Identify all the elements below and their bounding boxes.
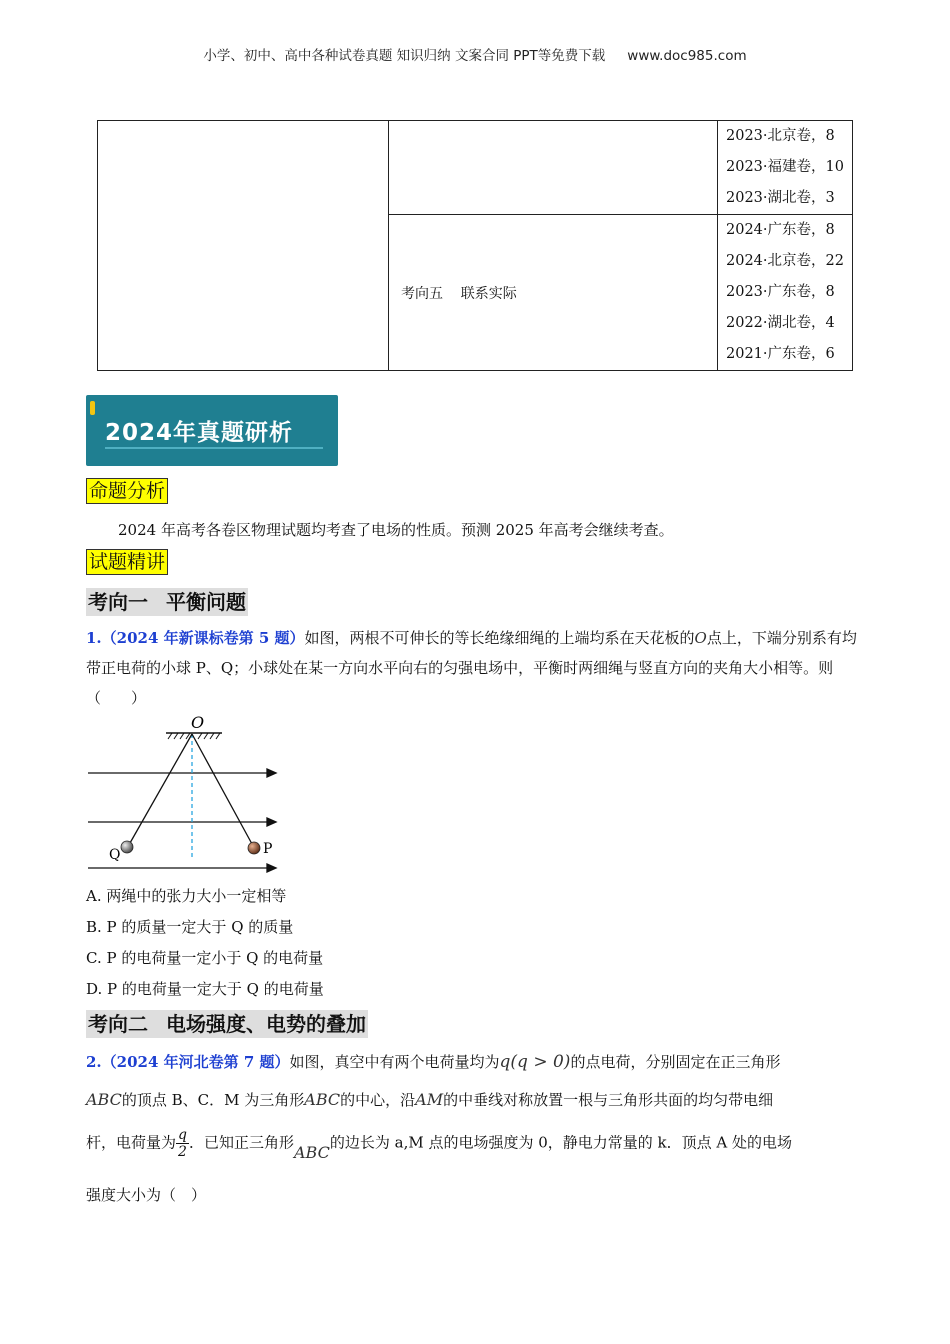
topic1-heading (86, 588, 248, 616)
topic2-title: 电场强度、电势的叠加 (166, 1012, 366, 1036)
table-topic-cell-empty (389, 121, 718, 215)
question-1-text-a: 如图，两根不可伸长的等长绝缘细绳的上端均系在天花板的 (304, 629, 695, 647)
analysis-label: 命题分析 (86, 478, 168, 504)
q2-text-f: 杆，电荷量为 (86, 1133, 177, 1152)
analysis-text: 2024 年高考各卷区物理试题均考查了电场的性质。预测 2025 年高考会继续考查。 (118, 521, 674, 539)
ref-item: 2024·广东卷，8 (726, 222, 835, 238)
option-b: B. P 的质量一定大于 Q 的质量 (86, 918, 294, 936)
ref-item: 2023·湖北卷，3 (726, 190, 835, 206)
q2-math-abc: ABC (86, 1090, 122, 1109)
q2-text-g: ．已知正三角形 (188, 1133, 294, 1152)
topic2-index: 考向二 (88, 1012, 148, 1036)
q2-text-e: 的中垂线对称放置一根与三角形共面的均匀带电细 (443, 1091, 774, 1109)
question-1 (86, 623, 866, 713)
fig-label-p: P (263, 841, 273, 857)
topic1-title: 平衡问题 (166, 590, 246, 614)
question-2-line-3 (86, 1127, 866, 1160)
q2-text-b: 的点电荷，分别固定在正三角形 (570, 1053, 781, 1071)
string-p (192, 734, 252, 844)
ref-item: 2024·北京卷，22 (726, 253, 844, 269)
ball-q (121, 841, 133, 853)
fraction-denominator: 2 (178, 1144, 187, 1160)
topic1-index: 考向一 (88, 590, 148, 614)
point-o-symbol: O (694, 629, 707, 647)
header-url[interactable]: www.doc985.com (627, 48, 747, 64)
page-header (0, 44, 950, 64)
ref-item: 2022·湖北卷，4 (726, 315, 835, 331)
q2-math-q: q(q > 0) (499, 1052, 571, 1072)
q2-math-abc: ABC (304, 1090, 341, 1109)
fraction-numerator: q (178, 1127, 187, 1143)
exam-table (97, 120, 853, 371)
question-2-number: 2.（2024 年河北卷第 7 题） (86, 1053, 290, 1071)
option-d: D. P 的电荷量一定大于 Q 的电荷量 (86, 980, 324, 998)
banner-marker (90, 401, 95, 415)
ref-item: 2021·广东卷，6 (726, 346, 835, 362)
q2-math-abc: ABC (294, 1142, 330, 1162)
option-c: C. P 的电荷量一定小于 Q 的电荷量 (86, 949, 324, 967)
question-2-line-4: 强度大小为（ ） (86, 1186, 207, 1204)
question-2-line-1 (86, 1047, 866, 1077)
section-banner (86, 395, 338, 466)
q2-text-c: 的顶点 B、C．M 为三角形 (121, 1091, 305, 1109)
q2-text-a: 如图，真空中有两个电荷量均为 (289, 1053, 500, 1071)
table-refs-cell (718, 215, 853, 371)
topic2-heading (86, 1010, 368, 1038)
ref-item: 2023·福建卷，10 (726, 159, 844, 175)
q2-text-h: 的边长为 a,M 点的电场强度为 0，静电力常量的 k．顶点 A 处的电场 (329, 1133, 793, 1152)
question-2-line-2 (86, 1085, 866, 1115)
question-1-number: 1.（2024 年新课标卷第 5 题） (86, 629, 305, 647)
ball-p (248, 842, 260, 854)
table-topic-cell: 考向五 联系实际 (389, 215, 718, 371)
table-refs-cell (718, 121, 853, 215)
question-1-text-b: 点上，下端分别系有均带正电荷的小球 P、Q；小球处在某一方向水平向右的匀强电场中，平衡时两细绳与竖直方向的夹角大小相等。则（ ） (86, 629, 857, 707)
table-empty-cell (98, 121, 389, 371)
fig-label-o: O (191, 713, 205, 732)
pendulum-figure (86, 712, 286, 877)
option-a: A. 两绳中的张力大小一定相等 (86, 887, 287, 905)
header-text: 小学、初中、高中各种试卷真题 知识归纳 文案合同 PPT等免费下载 (203, 48, 606, 64)
q2-text-d: 的中心，沿 (340, 1091, 416, 1109)
q2-math-am: AM (415, 1090, 444, 1109)
fig-label-q: Q (109, 847, 121, 863)
ref-item: 2023·广东卷，8 (726, 284, 835, 300)
string-q (130, 734, 192, 843)
charge-fraction (176, 1127, 189, 1160)
ref-item: 2023·北京卷，8 (726, 128, 835, 144)
explain-label: 试题精讲 (86, 549, 168, 575)
banner-underline (105, 447, 323, 449)
banner-title: 2024年真题研析 (105, 420, 294, 446)
